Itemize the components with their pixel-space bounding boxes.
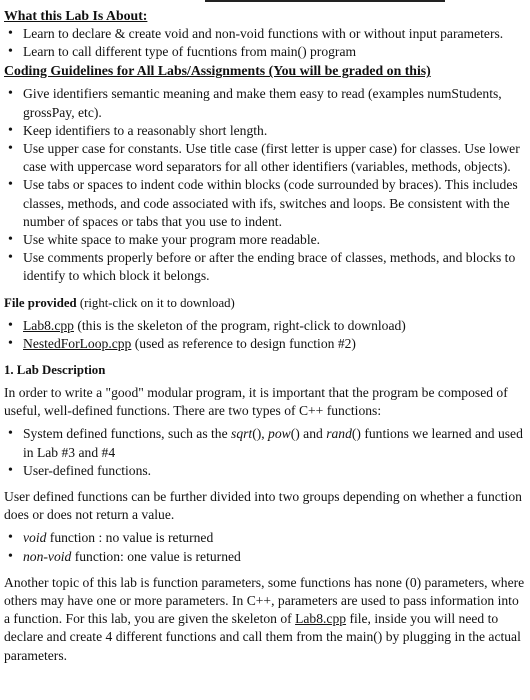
files-heading-note: (right-click on it to download) [79, 295, 235, 310]
lab8-cpp-link[interactable]: Lab8.cpp [23, 317, 74, 333]
lab-description-heading: 1. Lab Description [4, 363, 106, 378]
groups-intro: User defined functions can be further divided into two groups depending on whether a function does or does not return a value. [4, 489, 522, 523]
list-item: • NestedForLoop.cpp (used as reference to design function #2) [23, 335, 526, 353]
files-list [4, 317, 526, 353]
list-item: • Give identifiers semantic meaning and make them easy to read (examples numStudents, grossPay, etc). [23, 85, 526, 121]
list-item: • non-void function: one value is returned [23, 548, 526, 566]
list-item: • Use tabs or spaces to indent code within blocks (code surrounded by braces). This includes classes, methods, and code associated with ifs, switches and loops. Be consistent with the number of spaces or tabs that you use to indent. [23, 176, 526, 231]
list-item: • Lab8.cpp (this is the skeleton of the program, right-click to download) [23, 317, 526, 335]
list-item: • Use white space to make your program more readable. [23, 231, 526, 249]
function-types-list [4, 425, 526, 480]
top-rule [205, 0, 445, 2]
description-intro: In order to write a "good" modular program, it is important that the program be composed of useful, well-defined functions. There are two types of C++ functions: [4, 385, 508, 419]
list-item: • Use comments properly before or after the ending brace of classes, methods, and blocks to identify to which block it belongs. [23, 249, 526, 285]
guidelines-list [4, 85, 526, 285]
list-item: • void function : no value is returned [23, 529, 526, 547]
list-item: • Learn to declare & create void and non-void functions with or without input parameters. [23, 25, 526, 43]
about-heading: What this Lab Is About: [4, 8, 148, 23]
groups-list [4, 529, 526, 565]
about-list [4, 25, 526, 61]
list-item: • Keep identifiers to a reasonably short length. [23, 122, 526, 140]
list-item: • Use upper case for constants. Use title case (first letter is upper case) for classes. Use lower case with uppercase word separators for all other identifiers (variables, methods, objects). [23, 140, 526, 176]
nestedforloop-cpp-link[interactable]: NestedForLoop.cpp [23, 335, 132, 351]
list-item: • System defined functions, such as the sqrt(), pow() and rand() funtions we learned and used in Lab #3 and #4 [23, 425, 526, 461]
parameters-paragraph: Another topic of this lab is function parameters, some functions has none (0) parameters, where others may have one or more parameters. In C++, parameters are used to pass information into a function. For this lab, you are given the skeleton of Lab8.cpp file, inside you will need to declare and create 4 different functions and call them from the main() by plugging in the actual parameters. [4, 574, 525, 663]
lab8-cpp-inline-link[interactable]: Lab8.cpp [295, 611, 347, 627]
list-item: • Learn to call different type of fucntions from main() program [23, 43, 526, 61]
guidelines-heading: Coding Guidelines for All Labs/Assignments (You will be graded on this) [4, 63, 431, 79]
list-item: • User-defined functions. [23, 462, 526, 480]
files-heading: File provided (right-click on it to download) [4, 295, 235, 310]
